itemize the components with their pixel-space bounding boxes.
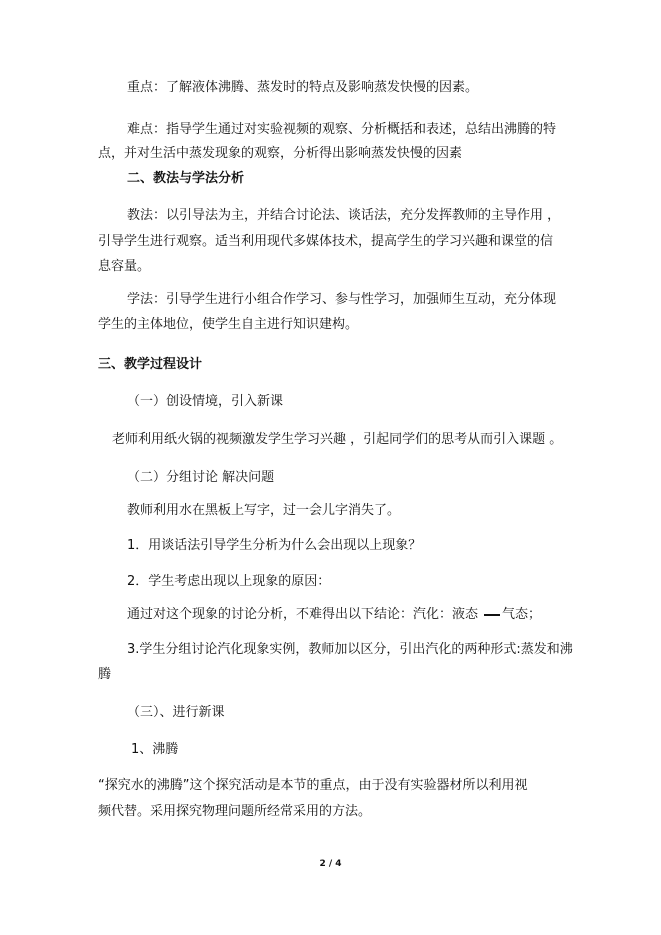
section-heading-2: 二、教法与学法分析 bbox=[127, 171, 245, 186]
boiling-text-2: 频代替。采用探究物理问题所经常采用的方法。 bbox=[98, 804, 372, 819]
difficulty-line-1: 难点：指导学生通过对实验视频的观察、分析概括和表述，总结出沸腾的特 bbox=[127, 122, 557, 137]
teaching-method-line-3: 息容量。 bbox=[98, 259, 151, 274]
subsection-2-heading: （二）分组讨论 解决问题 bbox=[127, 470, 275, 485]
subsection-1-heading: （一）创设情境，引入新课 bbox=[127, 394, 284, 409]
conclusion-line bbox=[127, 606, 541, 624]
conclusion-text: 通过对这个现象的讨论分析，不难得出以下结论：汽化：液态 bbox=[127, 607, 479, 622]
step-3-line-2: 腾 bbox=[98, 667, 112, 682]
section-heading-3: 三、教学过程设计 bbox=[98, 357, 203, 372]
conclusion-result: 气态； bbox=[502, 607, 542, 622]
teaching-method-line-1: 教法：以引导法为主，并结合讨论法、谈话法，充分发挥教师的主导作用 ， bbox=[127, 208, 561, 223]
subsection-3-heading: （三）、进行新课 bbox=[127, 705, 225, 720]
page-number: 2 / 4 bbox=[319, 859, 342, 869]
boiling-text-1: “探究水的沸腾”这个探究活动是本节的重点，由于没有实验器材所以利用视 bbox=[98, 778, 528, 793]
step-1-line: 1．用谈话法引导学生分析为什么会出现以上现象？ bbox=[127, 538, 422, 553]
subsection-2-text: 教师利用水在黑板上写字，过一会儿字消失了。 bbox=[127, 503, 401, 518]
arrow-dash bbox=[484, 614, 500, 616]
step-3-line-1: 3.学生分组讨论汽化现象实例，教师加以区分，引出汽化的两种形式:蒸发和沸 bbox=[127, 642, 573, 657]
step-2-line: 2．学生考虑出现以上现象的原因： bbox=[127, 574, 331, 589]
boiling-heading: 1、沸腾 bbox=[131, 742, 179, 757]
teaching-method-line-2: 引导学生进行观察。适当利用现代多媒体技术，提高学生的学习兴趣和课堂的信 bbox=[98, 234, 554, 249]
difficulty-line-2: 点，并对生活中蒸发现象的观察，分析得出影响蒸发快慢的因素 bbox=[98, 146, 463, 161]
subsection-1-text: 老师利用纸火锅的视频激发学生学习兴趣 ，引起同学们的思考从而引入课题 。 bbox=[112, 432, 563, 447]
learning-method-line-1: 学法：引导学生进行小组合作学习、参与性学习，加强师生互动，充分体现 bbox=[127, 292, 557, 307]
key-point-line: 重点：了解液体沸腾、蒸发时的特点及影响蒸发快慢的因素。 bbox=[127, 80, 479, 95]
learning-method-line-2: 学生的主体地位，使学生自主进行知识建构。 bbox=[98, 317, 359, 332]
